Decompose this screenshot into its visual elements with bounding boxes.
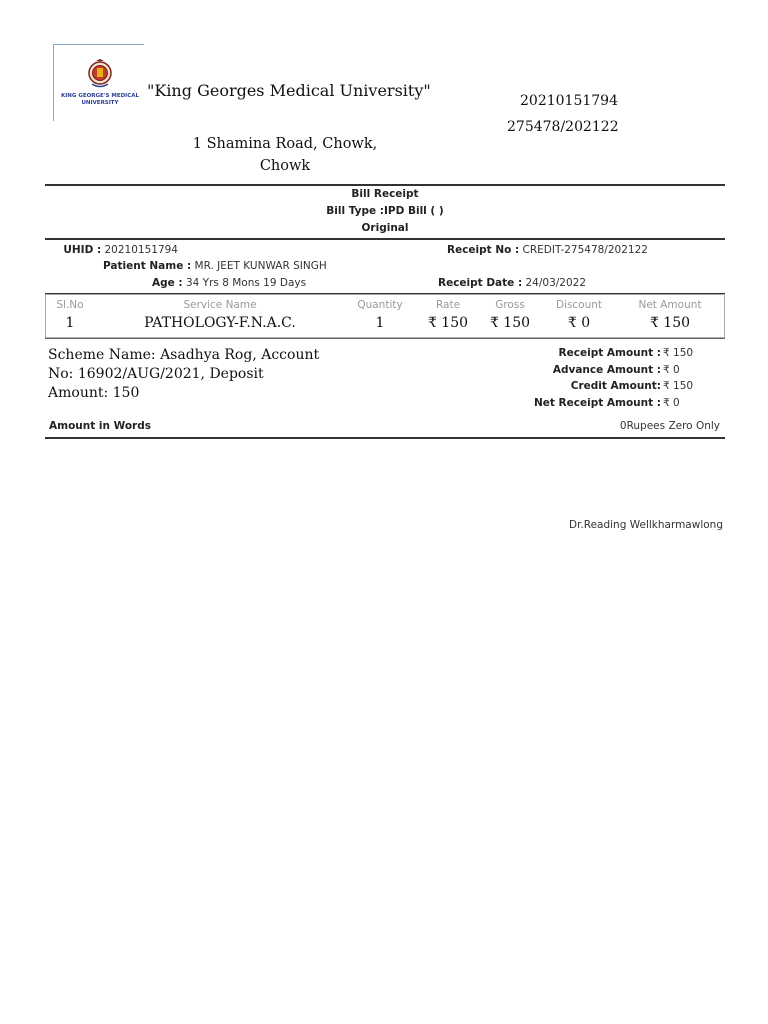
patient-info-left: [63, 242, 178, 259]
header-service-name: Service Name: [183, 299, 257, 311]
header-discount: Discount: [555, 299, 603, 311]
bill-title: Bill Receipt: [351, 188, 419, 200]
advance-amount-label: Advance Amount :: [552, 364, 661, 376]
net-receipt-amount-value: ₹ 0: [663, 397, 680, 409]
address-line-1: 1 Shamina Road, Chowk,: [192, 136, 378, 152]
cell-quantity: 1: [375, 315, 385, 331]
bill-title-block: [45, 186, 725, 237]
divider: [45, 238, 725, 240]
bill-type: Bill Type :IPD Bill ( ): [326, 205, 444, 217]
university-name: "King Georges Medical University": [147, 81, 431, 100]
header-quantity: Quantity: [357, 299, 403, 311]
uhid-row: UHID : 20210151794: [63, 244, 178, 256]
bill-copy: Original: [361, 222, 409, 234]
doctor-signature: Dr.Reading Wellkharmawlong: [568, 519, 723, 531]
cell-rate: ₹ 150: [427, 315, 469, 331]
divider: [45, 437, 725, 439]
header-slno: Sl.No: [56, 299, 84, 311]
header-receipt-number: 275478/202122: [507, 119, 619, 135]
credit-amount-value: ₹ 150: [663, 380, 694, 392]
cell-gross: ₹ 150: [489, 315, 531, 331]
address-line-2: Chowk: [259, 158, 311, 174]
header-rate: Rate: [435, 299, 461, 311]
logo-caption: KING GEORGE'S MEDICAL UNIVERSITY: [61, 93, 139, 106]
receipt-no-row: Receipt No : CREDIT-275478/202122: [447, 244, 648, 256]
cell-service-name: PATHOLOGY-F.N.A.C.: [144, 315, 296, 331]
header-uhid: 20210151794: [520, 93, 618, 109]
age-row: Age : 34 Yrs 8 Mons 19 Days: [152, 277, 307, 289]
receipt-amount-value: ₹ 150: [663, 347, 694, 359]
amount-in-words-label: Amount in Words: [49, 420, 152, 432]
cell-slno: 1: [65, 315, 75, 331]
receipt-date-row: Receipt Date : 24/03/2022: [438, 277, 587, 289]
divider: [45, 338, 725, 339]
cell-discount: ₹ 0: [567, 315, 591, 331]
credit-amount-label: Credit Amount:: [570, 380, 661, 392]
amount-in-words-value: 0Rupees Zero Only: [619, 420, 720, 432]
university-logo: [53, 44, 144, 121]
header-gross: Gross: [495, 299, 525, 311]
cell-net-amount: ₹ 150: [649, 315, 691, 331]
address: [185, 133, 385, 177]
emblem-icon: [88, 59, 112, 89]
header-net-amount: Net Amount: [638, 299, 702, 311]
scheme-details: Scheme Name: Asadhya Rog, Account No: 16902/AUG/2021, Deposit Amount: 150: [48, 347, 320, 401]
patient-name-row: Patient Name : MR. JEET KUNWAR SINGH: [103, 260, 327, 272]
receipt-amount-label: Receipt Amount :: [558, 347, 661, 359]
advance-amount-value: ₹ 0: [663, 364, 680, 376]
net-receipt-amount-label: Net Receipt Amount :: [533, 397, 661, 409]
